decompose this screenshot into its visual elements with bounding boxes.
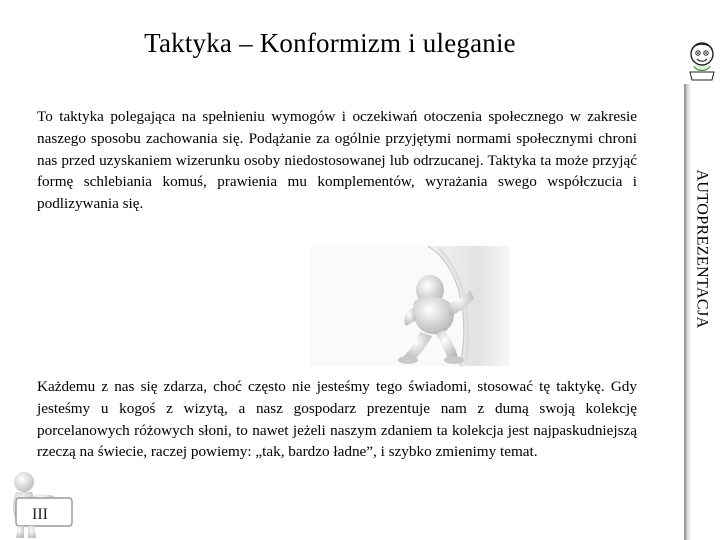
sign-number: III: [32, 506, 48, 523]
slide-title: Taktyka – Konformizm i uleganie: [144, 28, 516, 58]
figure-holding-sign-illustration: [2, 466, 82, 540]
side-label-container: [684, 84, 720, 414]
figure-peeling-page-illustration: [310, 246, 510, 366]
paragraph-definition: To taktyka polegająca na spełnieniu wymogów i oczekiwań otoczenia społecznego w zakresie naszego sposobu zachowania się. Podążanie za ogólnie przyjętymi normami społecznymi chroni nas przed uzyskaniem wizerunku osoby niedostosowanej lub odrzucanej. Taktyka ta może przyjąć formę schlebiania komuś, prawienia mu komplementów, wyrażania swego współczucia i podlizywania się.: [37, 108, 637, 213]
cartoon-face-icon: [684, 38, 720, 84]
paragraph-example: Każdemu z nas się zdarza, choć często nie jesteśmy tego świadomi, stosować tę taktykę. Gdy jesteśmy u kogoś z wizytą, a nasz gospodarz prezentuje nam z dumą swoją kolekcję porcelanowych różowych słoni, to nawet jeżeli naszym zdaniem ta kolekcja jest najpaskudniejszą rzeczą na świecie, raczej powiemy: „tak, bardzo ładne”, i szybko zmienimy temat.: [37, 378, 637, 461]
side-label: AUTOPREZENTACJA: [694, 169, 711, 329]
